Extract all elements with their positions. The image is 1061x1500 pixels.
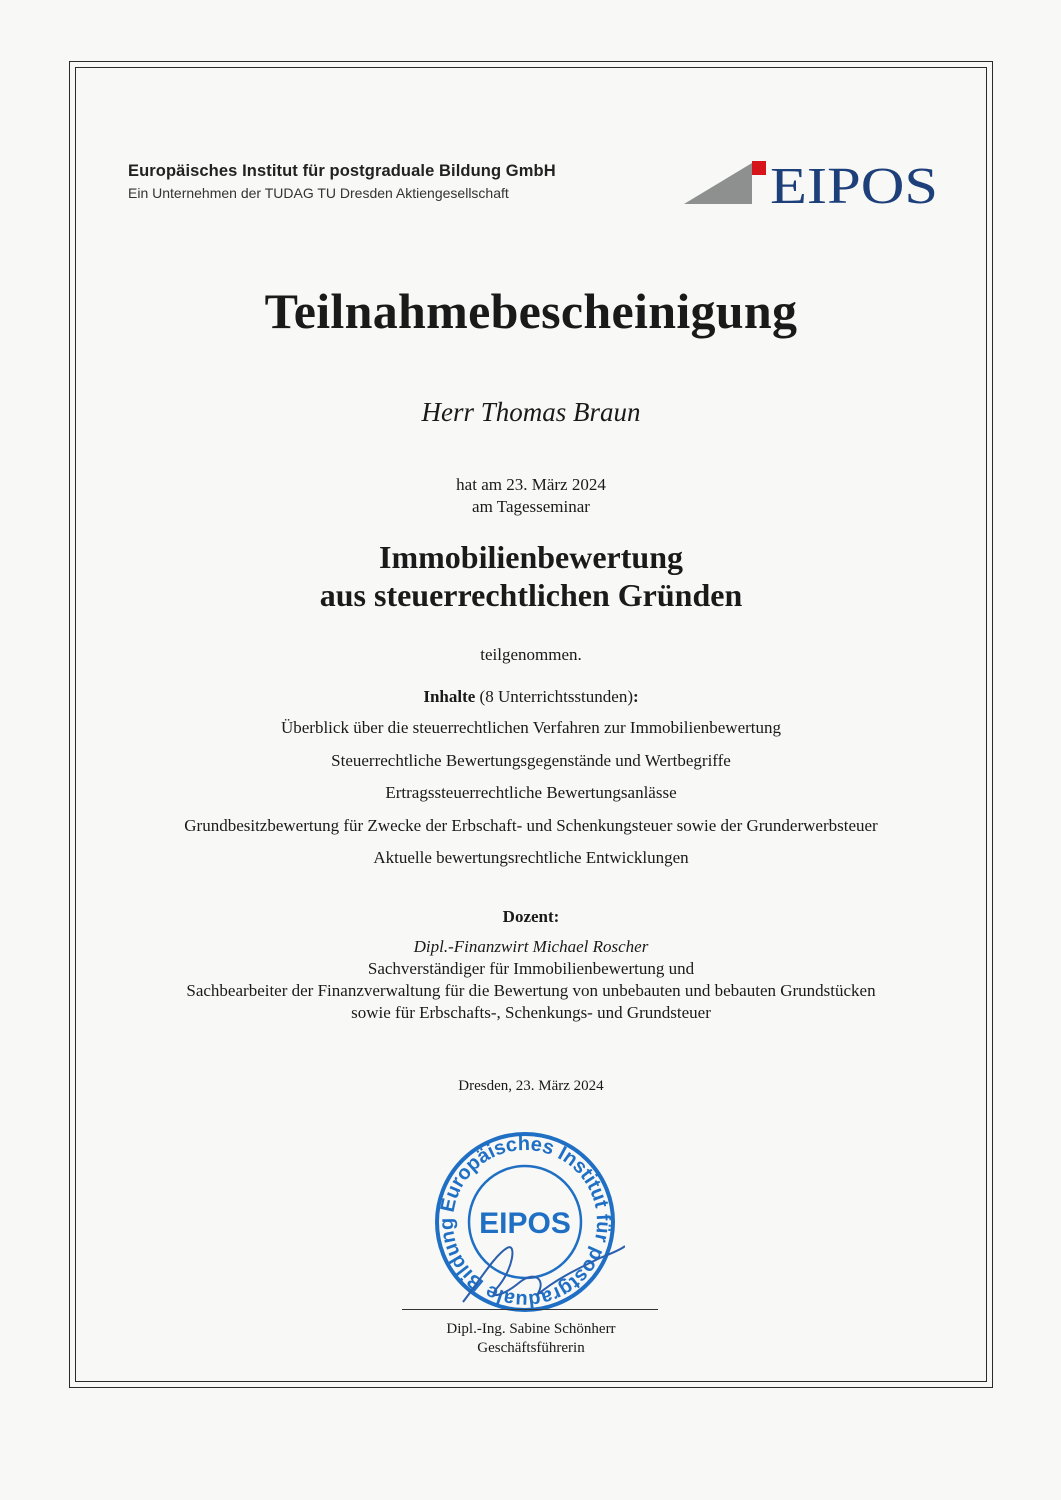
signer-title: Geschäftsführerin [477, 1340, 585, 1356]
institute-name: Europäisches Institut für postgraduale Bildung GmbH [128, 162, 556, 180]
lecturer-role-line3: sowie für Erbschafts-, Schenkungs- und Grundsteuer [351, 1003, 711, 1022]
seminar-title [75, 538, 987, 614]
participant-name: Herr Thomas Braun [421, 397, 641, 427]
contents-label: Inhalte [423, 687, 476, 706]
contents-heading [75, 686, 987, 708]
signer-name: Dipl.-Ing. Sabine Schönherr [446, 1321, 616, 1337]
logo-gray-wedge [684, 163, 752, 204]
lecturer-label: Dozent: [502, 907, 560, 926]
lecturer-role-line2: Sachbearbeiter der Finanzverwaltung für die Bewertung von unbebauten und bebauten Grundstücken [186, 981, 876, 1000]
attendance-event-line: am Tagesseminar [472, 497, 590, 516]
institute-subtitle: Ein Unternehmen der TUDAG TU Dresden Aktiengesellschaft [128, 185, 509, 201]
signature-line [402, 1309, 658, 1310]
lecturer-role-line1: Sachverständiger für Immobilienbewertung und [367, 959, 695, 978]
seminar-title-line2: aus steuerrechtlichen Gründen [319, 577, 743, 613]
attendance-date-line: hat am 23. März 2024 [456, 475, 606, 494]
eipos-logo [682, 158, 942, 208]
company-stamp [425, 1130, 625, 1315]
place-date: Dresden, 23. März 2024 [458, 1078, 604, 1094]
list-item: Steuerrechtliche Bewertungsgegenstände und Wertbegriffe [331, 750, 731, 770]
list-item: Überblick über die steuerrechtlichen Verfahren zur Immobilienbewertung [280, 718, 782, 737]
signer-block [75, 1320, 987, 1358]
participated-text: teilgenommen. [480, 645, 582, 664]
attendance-text [75, 474, 987, 518]
certificate-title: Teilnahmebescheinigung [264, 283, 798, 339]
lecturer-block [75, 906, 987, 1024]
stamp-ring-text: Europäisches Institut für postgraduale Bildung [435, 1132, 615, 1312]
contents-colon: : [632, 687, 639, 706]
contents-list [75, 717, 987, 880]
logo-wordmark: EIPOS [770, 158, 938, 208]
logo-red-square [752, 161, 766, 175]
lecturer-name: Dipl.-Finanzwirt Michael Roscher [413, 937, 649, 956]
list-item: Grundbesitzbewertung für Zwecke der Erbschaft- und Schenkungsteuer sowie der Grunderwerbsteuer [184, 815, 878, 835]
institute-header [128, 162, 556, 201]
list-item: Aktuelle bewertungsrechtliche Entwicklungen [373, 848, 689, 867]
stamp-center-text: EIPOS [479, 1207, 571, 1240]
contents-hours: (8 Unterrichtsstunden) [479, 687, 633, 706]
list-item: Ertragssteuerrechtliche Bewertungsanlässe [385, 783, 677, 802]
seminar-title-line1: Immobilienbewertung [379, 539, 683, 575]
